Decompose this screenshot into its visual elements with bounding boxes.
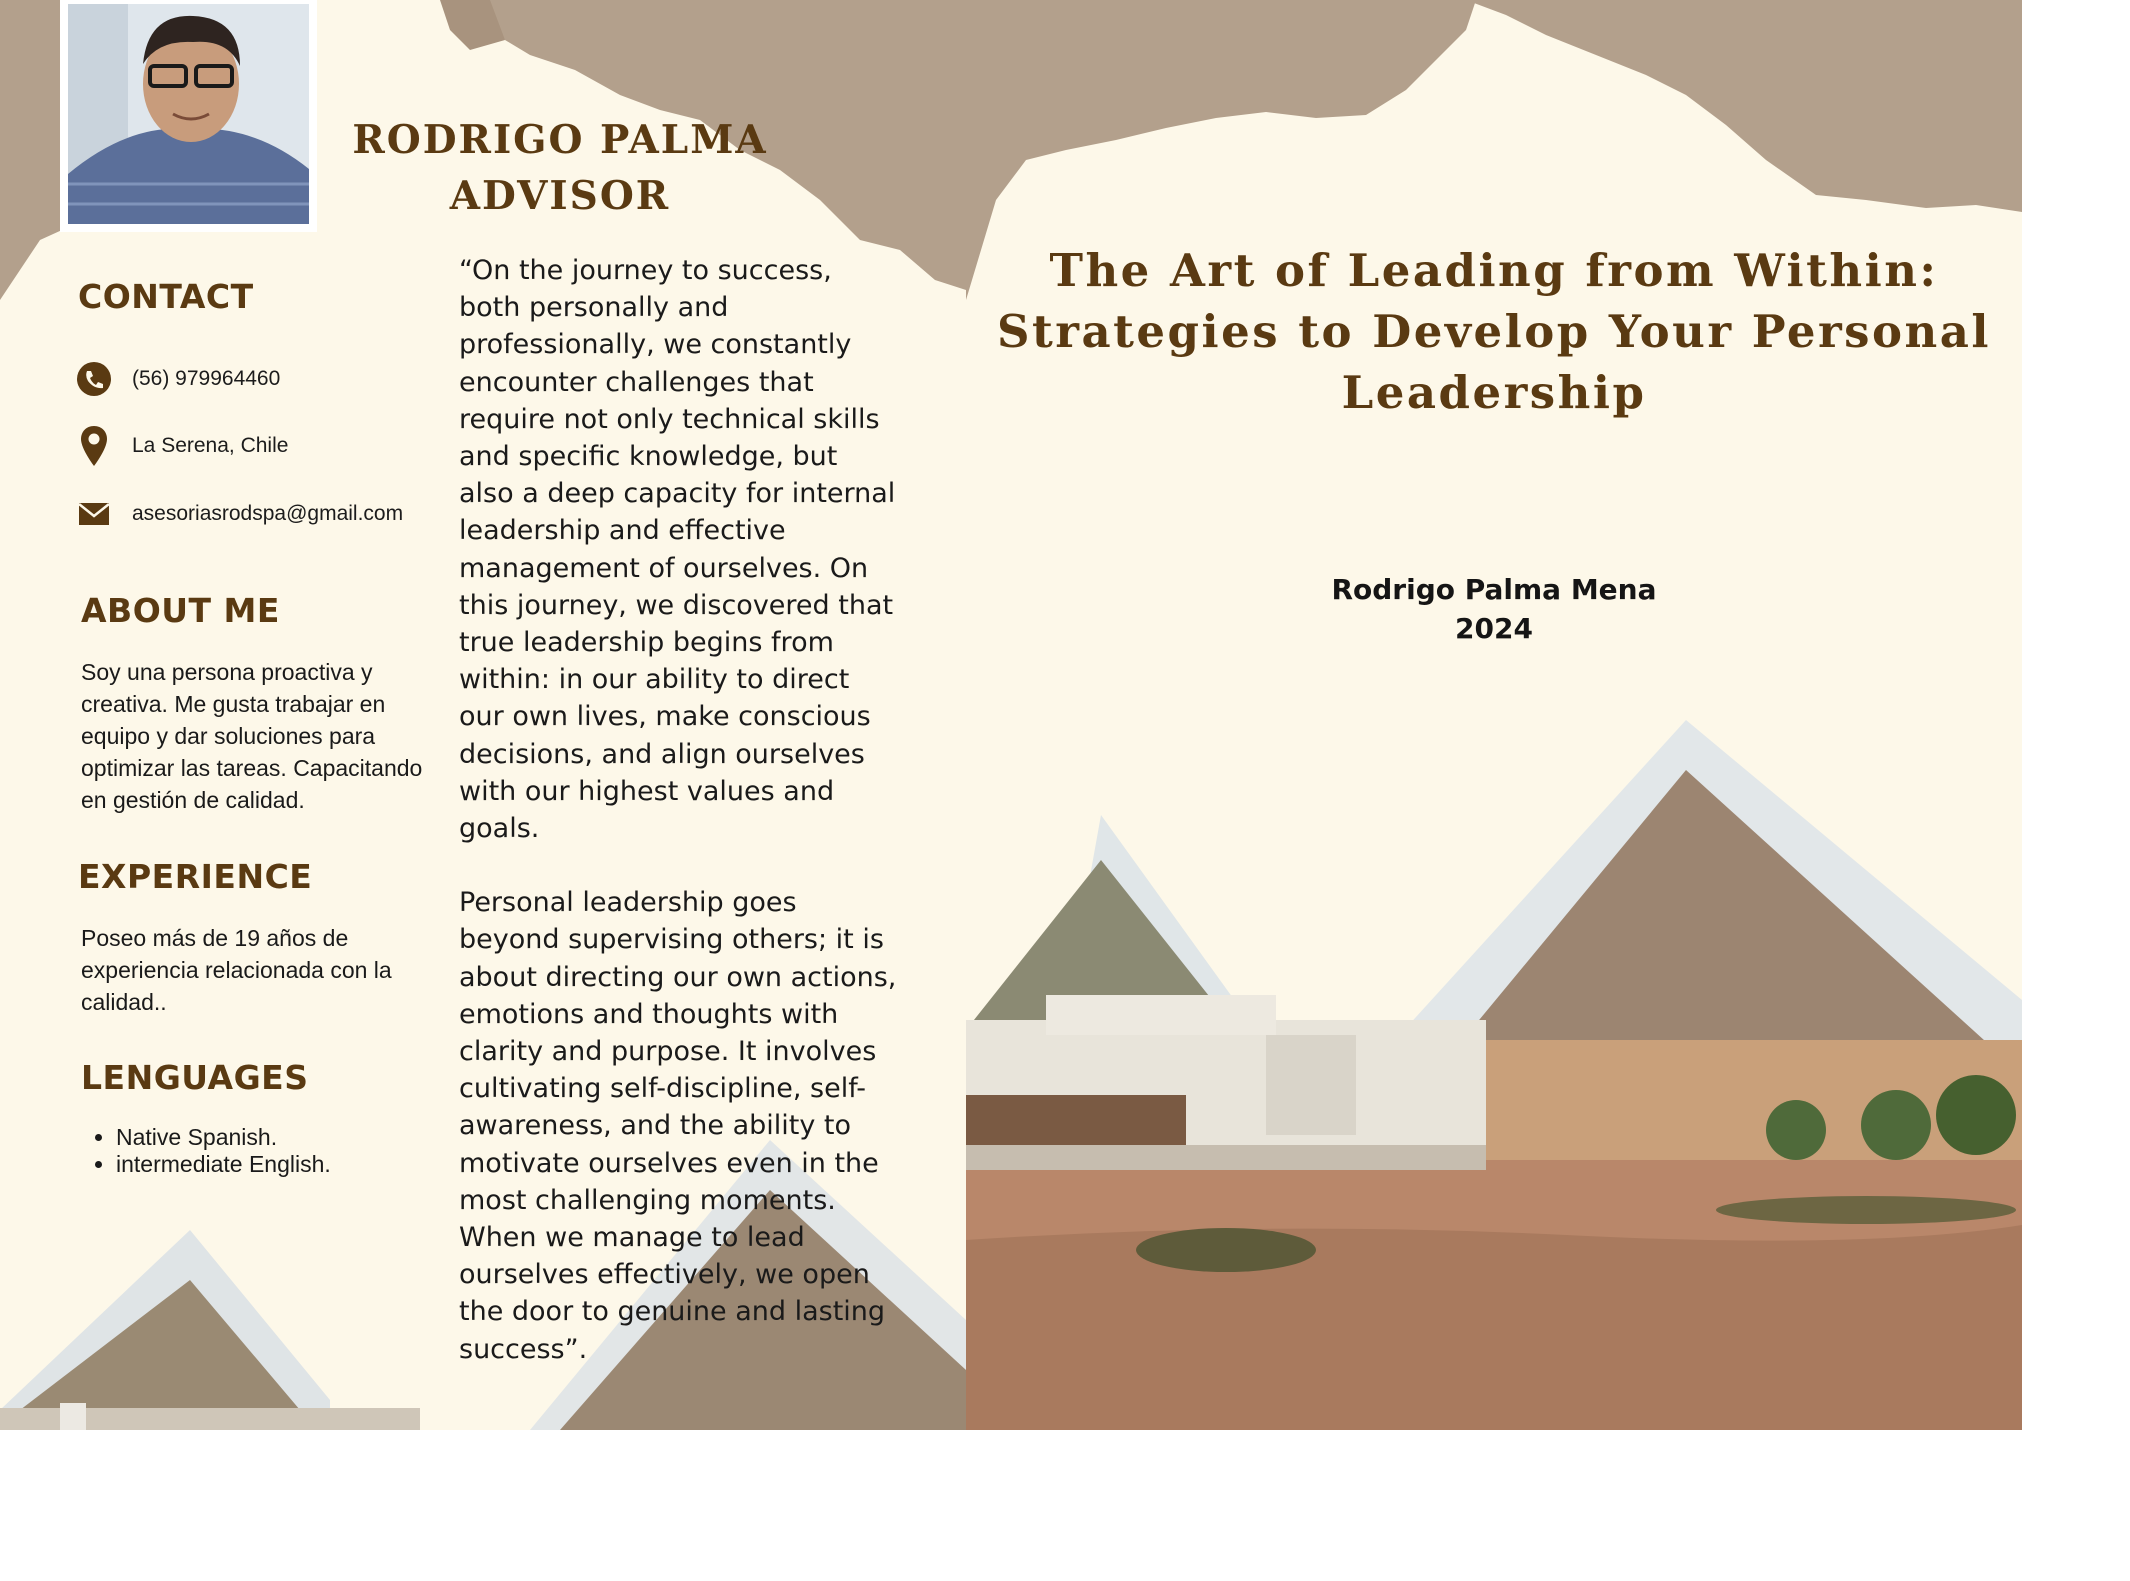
- experience-text: Poseo más de 19 años de experiencia relacionada con la calidad..: [81, 925, 392, 1015]
- contact-heading: CONTACT: [78, 277, 254, 316]
- phone-icon: [76, 361, 112, 397]
- cover-illustration: [966, 0, 2022, 1430]
- cover-author: Rodrigo Palma Mena: [1331, 573, 1657, 606]
- quote-text: [459, 252, 899, 1405]
- location-pin-icon: [76, 428, 112, 464]
- cover-author-block: [966, 570, 2022, 648]
- mail-icon: [76, 496, 112, 532]
- language-item: • Native Spanish.: [116, 1124, 331, 1151]
- profile-photo-frame: [60, 0, 317, 232]
- profile-name: RODRIGO PALMA: [352, 117, 768, 163]
- language-item: • intermediate English.: [116, 1151, 331, 1178]
- profile-role: ADVISOR: [449, 173, 671, 219]
- profile-name-block: [330, 112, 790, 224]
- contact-phone-row: [76, 361, 280, 397]
- languages-heading: LENGUAGES: [81, 1058, 309, 1097]
- contact-email[interactable]: asesoriasrodspa@gmail.com: [132, 502, 404, 525]
- contact-location: La Serena, Chile: [132, 434, 289, 457]
- quote-paragraph-2: Personal leadership goes beyond supervising others; it is about directing our own actions, emotions and thoughts with clarity and purpose. It involves cultivating self-discipline, self-awareness, and the ability to motivate ourselves even in the most challenging moments. When we manage to lead ourselves effectively, we open the door to genuine and lasting success”.: [459, 887, 897, 1365]
- contact-location-row: [76, 428, 288, 464]
- about-heading: ABOUT ME: [81, 591, 280, 630]
- cover-panel: [966, 0, 2022, 1430]
- cover-title: The Art of Leading from Within: Strategies to Develop Your Personal Leadership: [996, 244, 1991, 419]
- contact-phone[interactable]: (56) 979964460: [132, 367, 281, 390]
- cover-year: 2024: [1455, 612, 1533, 645]
- about-text: Soy una persona proactiva y creativa. Me gusta trabajar en equipo y dar soluciones para optimizar las tareas. Capacitando en gestión de calidad.: [81, 659, 423, 813]
- contact-email-row: [76, 496, 403, 532]
- quote-paragraph-1: “On the journey to success, both personally and professionally, we constantly encounter challenges that require not only technical skills and specific knowledge, but also a deep capacity for internal leadership and effective management of ourselves. On this journey, we discovered that true leadership begins from within: in our ability to direct our own lives, make conscious decisions, and align ourselves with our highest values and goals.: [459, 255, 896, 845]
- languages-list: [116, 1124, 331, 1178]
- profile-photo: [68, 4, 309, 224]
- experience-heading: EXPERIENCE: [78, 857, 313, 896]
- inner-panel: [0, 0, 966, 1430]
